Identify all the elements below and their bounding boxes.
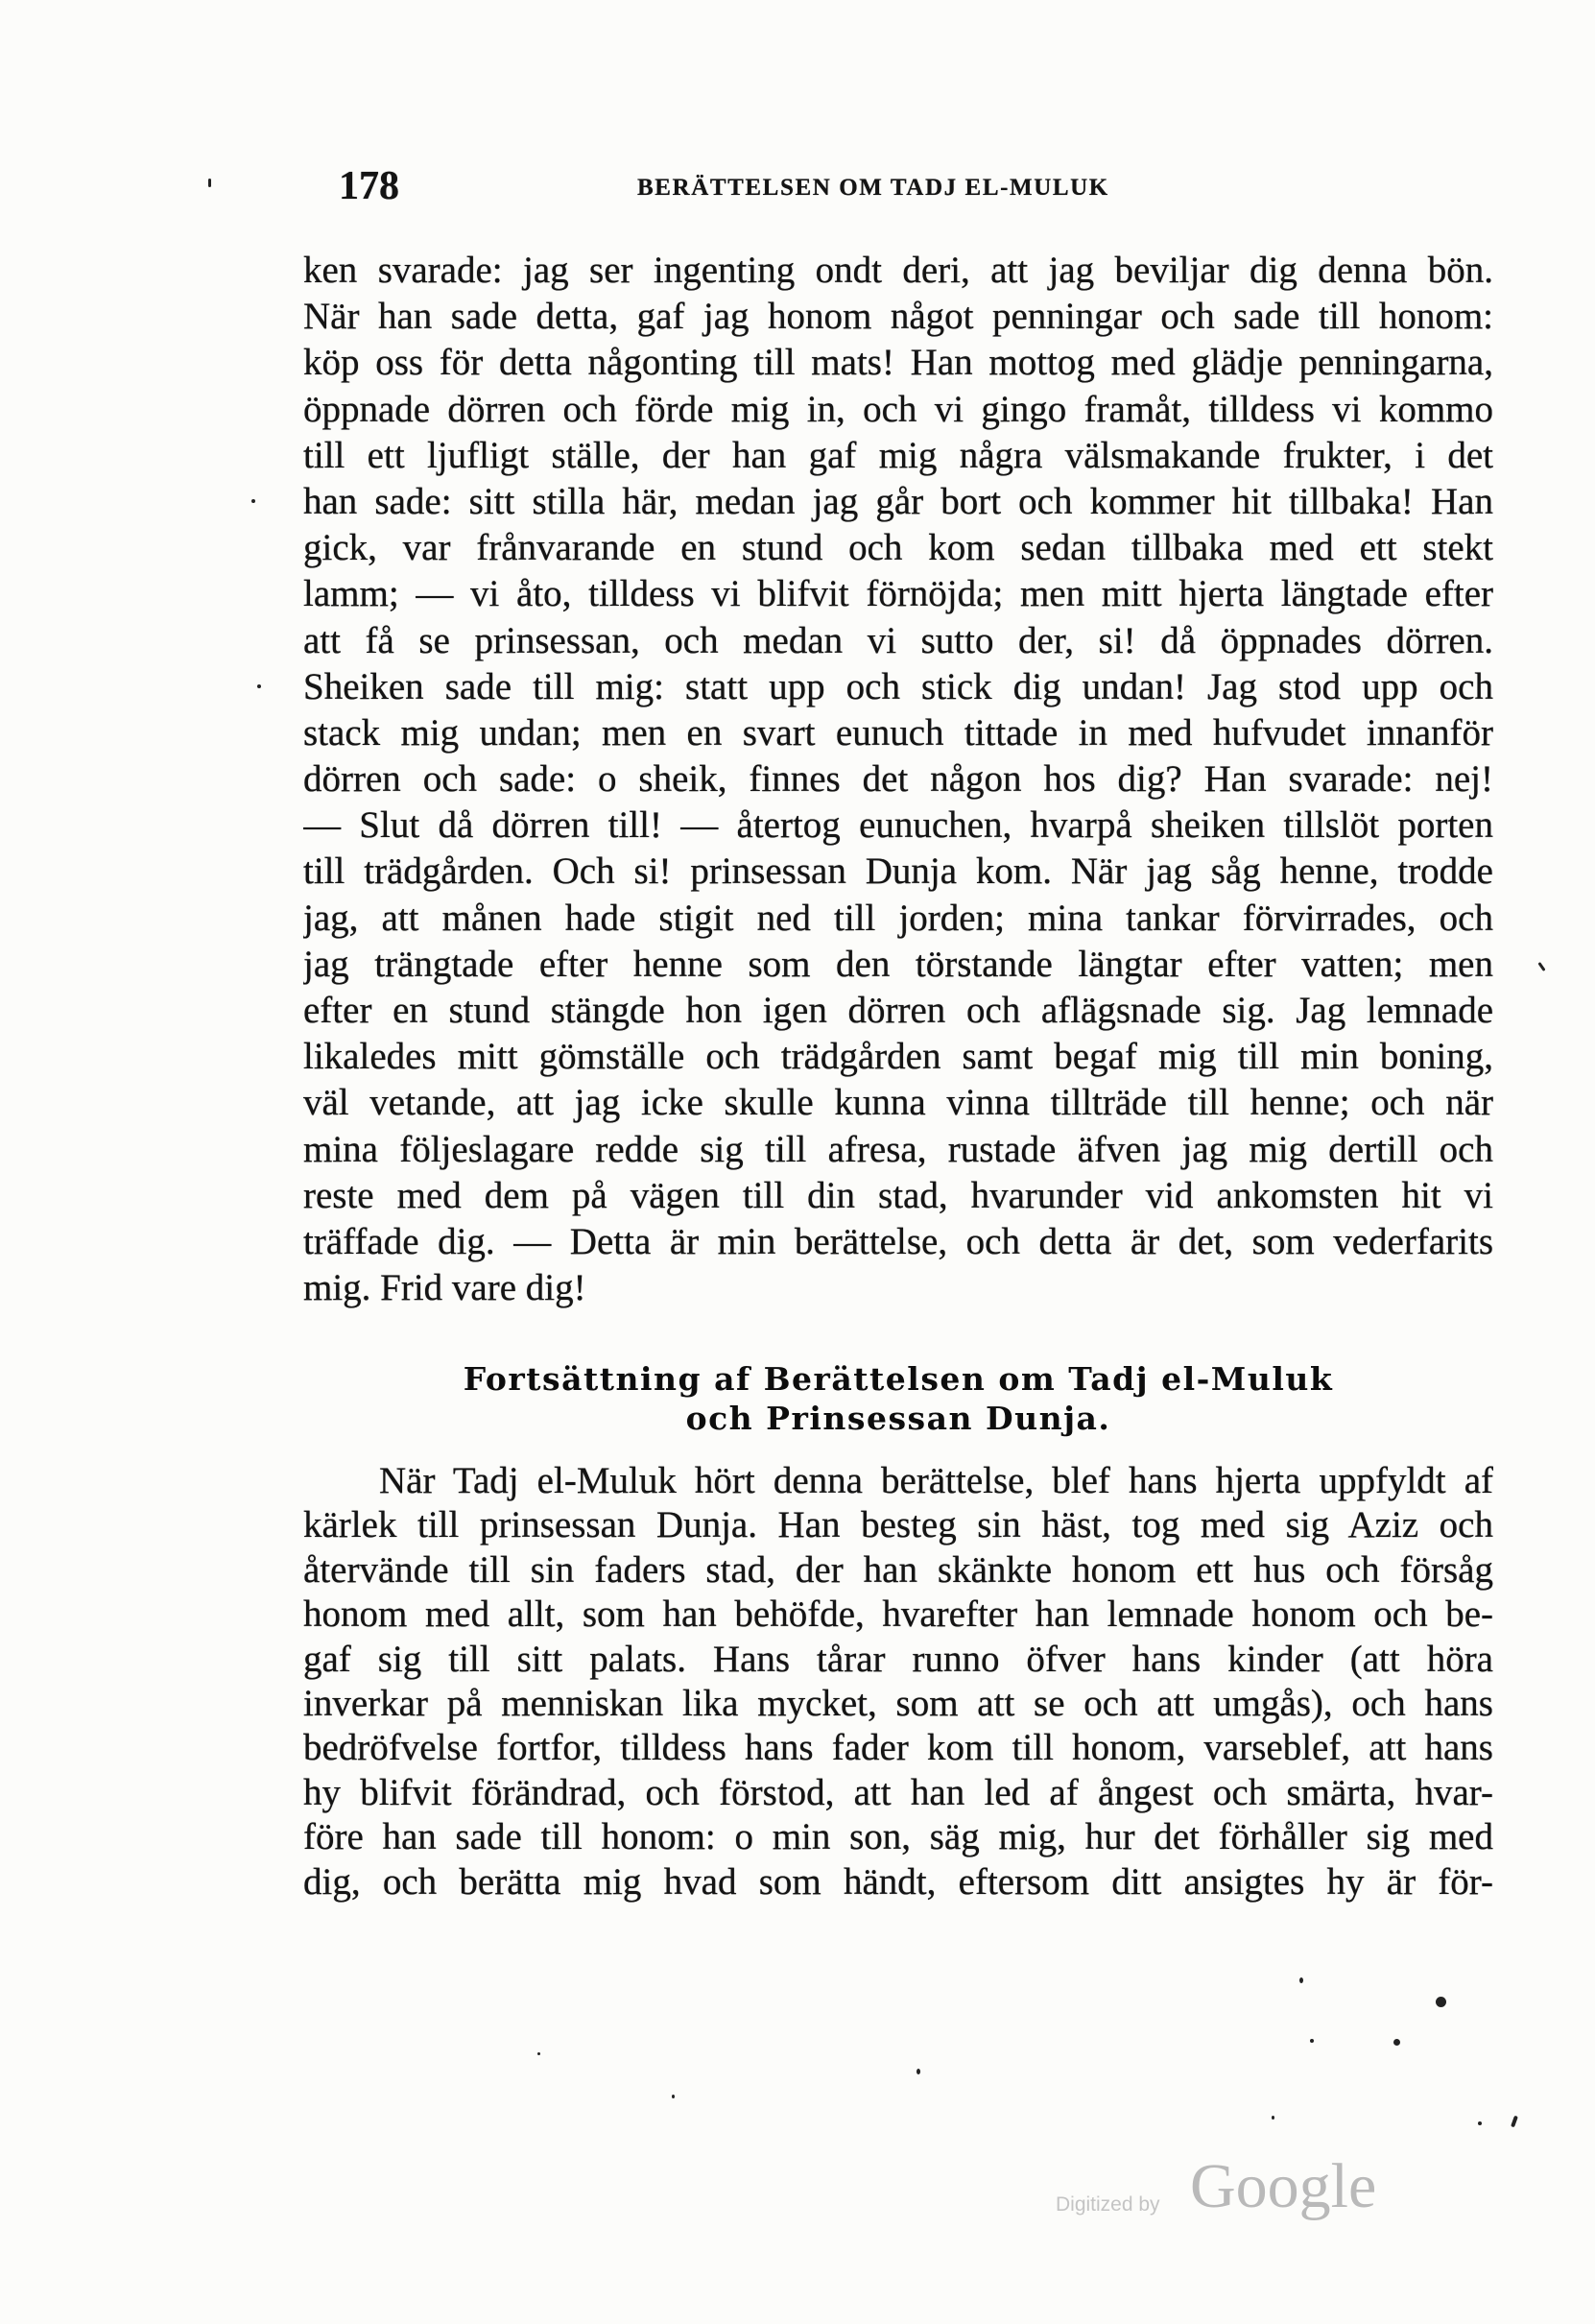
text-line: honom med allt, som han behöfde, hvarefter han lemnade honom och be- bbox=[303, 1593, 1493, 1636]
scan-speck bbox=[208, 179, 211, 187]
text-line: likaledes mitt gömställe och trädgården samt begaf mig till min boning, bbox=[303, 1036, 1493, 1078]
text-line: gick, var frånvarande en stund och kom sedan tillbaka med ett stekt bbox=[303, 527, 1493, 569]
text-line: När Tadj el-Muluk hört denna berättelse, blef hans hjerta uppfyldt af bbox=[379, 1460, 1493, 1501]
text-line: mig. Frid vare dig! bbox=[303, 1267, 586, 1309]
text-line: till trädgården. Och si! prinsessan Dunja kom. När jag såg henne, trodde bbox=[303, 851, 1493, 893]
text-line: träffade dig. — Detta är min berättelse, och detta är det, som vederfarits bbox=[303, 1220, 1493, 1262]
text-line: väl vetande, att jag icke skulle kunna vinna tillträde till henne; och när bbox=[303, 1082, 1493, 1124]
text-line: bedröfvelse fortfor, tilldess hans fader kom till honom, varseblef, att hans bbox=[303, 1727, 1493, 1769]
watermark-prefix: Digitized by bbox=[1056, 2193, 1160, 2216]
scan-speck bbox=[1511, 2116, 1518, 2128]
text-line: När han sade detta, gaf jag honom något penningar och sade till honom: bbox=[303, 296, 1493, 338]
text-line: Sheiken sade till mig: statt upp och stick dig undan! Jag stod upp och bbox=[303, 665, 1493, 707]
text-line: att få se prinsessan, och medan vi sutto der, si! då öppnades dörren. bbox=[303, 619, 1493, 661]
google-logo: Google bbox=[1190, 2151, 1377, 2221]
text-line: jag, att månen hade stigit ned till jorden; mina tankar förvirrades, och bbox=[303, 897, 1493, 939]
scan-speck bbox=[1537, 962, 1545, 971]
text-line: mina följeslagare redde sig till afresa, rustade äfven jag mig dertill och bbox=[303, 1128, 1493, 1170]
text-line: före han sade till honom: o min son, säg mig, hur det förhåller sig med bbox=[303, 1816, 1493, 1858]
scan-speck bbox=[1436, 1997, 1446, 2007]
text-line: gaf sig till sitt palats. Hans tårar runno öfver hans kinder (att höra bbox=[303, 1638, 1493, 1680]
page-number: 178 bbox=[339, 164, 399, 208]
text-line: lamm; — vi åto, tilldess vi blifvit förnöjda; men mitt hjerta längtade efter bbox=[303, 573, 1493, 615]
text-line: efter en stund stängde hon igen dörren och aflägsnade sig. Jag lemnade bbox=[303, 990, 1493, 1031]
scan-speck bbox=[1272, 2116, 1274, 2120]
scan-speck bbox=[1299, 1977, 1303, 1983]
section-heading-line-2: och Prinsessan Dunja. bbox=[685, 1400, 1111, 1437]
text-line: dörren och sade: o sheik, finnes det någon hos dig? Han svarade: nej! bbox=[303, 758, 1493, 801]
paragraph-2 bbox=[303, 1459, 1493, 1905]
text-line: han sade: sitt stilla här, medan jag går bort och kommer hit tillbaka! Han bbox=[303, 480, 1493, 522]
paragraph-1 bbox=[303, 248, 1493, 1311]
text-line: ken svarade: jag ser ingenting ondt deri, att jag beviljar dig denna bön. bbox=[303, 250, 1493, 291]
text-line: köp oss för detta någonting till mats! Han mottog med glädje penningarna, bbox=[303, 342, 1493, 384]
section-heading-line-1: Fortsättning af Berättelsen om Tadj el-Muluk bbox=[463, 1360, 1334, 1398]
running-head: BERÄTTELSEN OM TADJ EL-MULUK bbox=[637, 175, 1109, 201]
scan-speck bbox=[917, 2069, 920, 2074]
text-line: öppnade dörren och förde mig in, och vi gingo framåt, tilldess vi kommo bbox=[303, 388, 1493, 430]
text-line: — Slut då dörren till! — återtog eunuchen, hvarpå sheiken tillslöt porten bbox=[303, 804, 1493, 847]
scan-speck bbox=[251, 499, 255, 503]
text-line: hy blifvit förändrad, och förstod, att han led af ångest och smärta, hvar- bbox=[303, 1771, 1493, 1813]
scan-speck bbox=[672, 2095, 675, 2098]
text-line: till ett ljufligt ställe, der han gaf mig några välsmakande frukter, i det bbox=[303, 434, 1493, 476]
text-line: jag trängtade efter henne som den törstande längtar efter vatten; men bbox=[303, 943, 1493, 985]
scan-speck bbox=[537, 2052, 540, 2055]
text-line: återvände till sin faders stad, der han skänkte honom ett hus och försåg bbox=[303, 1548, 1493, 1591]
scan-speck bbox=[257, 684, 261, 688]
text-line: reste med dem på vägen till din stad, hvarunder vid ankomsten hit vi bbox=[303, 1174, 1493, 1216]
section-heading bbox=[303, 1359, 1493, 1438]
scan-speck bbox=[1310, 2039, 1314, 2043]
text-line: inverkar på menniskan lika mycket, som att se och att umgås), och hans bbox=[303, 1682, 1493, 1724]
scan-speck bbox=[1478, 2121, 1482, 2125]
scan-speck bbox=[1393, 2039, 1400, 2046]
text-line: stack mig undan; men en svart eunuch tittade in med hufvudet innanför bbox=[303, 711, 1493, 754]
text-line: kärlek till prinsessan Dunja. Han besteg sin häst, tog med sig Aziz och bbox=[303, 1504, 1493, 1546]
text-line: dig, och berätta mig hvad som händt, eftersom ditt ansigtes hy är för- bbox=[303, 1860, 1493, 1903]
